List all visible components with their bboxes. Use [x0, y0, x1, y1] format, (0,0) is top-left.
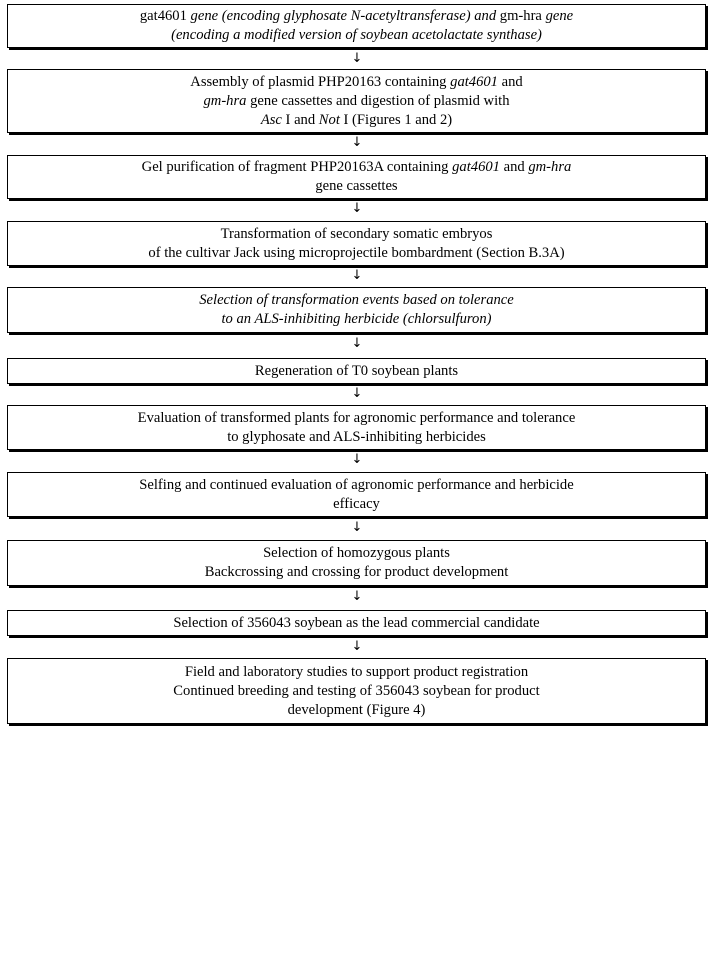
step-text: and: [497, 73, 523, 90]
step-box-transformation: [7, 221, 706, 266]
down-arrow-icon: ↓: [351, 51, 363, 66]
step-box-selfing: [7, 472, 706, 517]
step-line: Evaluation of transformed plants for agronomic performance and tolerance: [137, 409, 576, 426]
step-line: [190, 73, 522, 92]
step-line: [142, 158, 572, 177]
step-line: of the cultivar Jack using microprojectile bombardment (Section B.3A): [148, 244, 565, 261]
down-arrow-icon: ↓: [351, 336, 363, 351]
down-arrow-icon: ↓: [351, 386, 363, 401]
gene-name-gm-hra: gm-hra: [528, 159, 572, 175]
step-line: Backcrossing and crossing for product development: [204, 564, 509, 580]
step-box-selection-events: [7, 287, 706, 333]
step-line: Regeneration of T0 soybean plants: [254, 362, 459, 379]
gene-name-gat4601: gat4601: [450, 73, 498, 90]
step-text: Gel purification of fragment PHP20163A containing: [141, 159, 453, 175]
step-text: Assembly of plasmid PHP20163 containing: [190, 73, 451, 90]
step-line: [261, 111, 452, 130]
down-arrow-icon: ↓: [351, 452, 363, 467]
step-line: to an ALS-inhibiting herbicide (chlorsulfuron): [221, 311, 492, 327]
down-arrow-icon: ↓: [351, 268, 363, 283]
step-line: [140, 7, 573, 26]
step-line: gene cassettes: [315, 178, 398, 194]
step-line: Continued breeding and testing of 356043 soybean for product: [173, 682, 540, 699]
step-line: Field and laboratory studies to support product registration: [184, 663, 529, 680]
down-arrow-icon: ↓: [351, 520, 363, 535]
step-box-assembly: [7, 69, 706, 133]
gene-name-gm-hra: gm-hra: [203, 92, 247, 109]
step-text: and: [499, 159, 529, 175]
gene-name-gat4601: gat4601: [452, 159, 500, 175]
step-text: I and: [281, 111, 319, 128]
step-line: Selection of 356043 soybean as the lead commercial candidate: [173, 614, 540, 631]
step-line: Selection of homozygous plants: [263, 545, 450, 561]
gene-description: gene (encoding glyphosate N-acetyltransferase) and: [186, 8, 500, 24]
step-text: gene cassettes and digestion of plasmid with: [246, 92, 510, 109]
step-box-regeneration: [7, 358, 706, 384]
step-box-lead-candidate: [7, 610, 706, 636]
step-line: [203, 92, 509, 111]
gene-name-gm-hra: gm-hra: [499, 8, 542, 24]
step-line: Selection of transformation events based on tolerance: [199, 292, 514, 308]
down-arrow-icon: ↓: [351, 589, 363, 604]
step-box-evaluation: [7, 405, 706, 450]
step-line: to glyphosate and ALS-inhibiting herbicides: [227, 428, 486, 445]
step-box-field-studies: [7, 658, 706, 724]
step-box-genes: [7, 4, 706, 48]
gene-label: gene: [541, 8, 574, 24]
step-box-homozygous: [7, 540, 706, 586]
gene-name-gat4601: gat4601: [139, 8, 187, 24]
step-line: (encoding a modified version of soybean acetolactate synthase): [171, 27, 542, 43]
enzyme-not: Not: [318, 111, 340, 128]
step-text: I (Figures 1 and 2): [339, 111, 453, 128]
down-arrow-icon: ↓: [351, 201, 363, 216]
down-arrow-icon: ↓: [351, 135, 363, 150]
step-line: development (Figure 4): [287, 701, 426, 718]
step-line: Transformation of secondary somatic embryos: [220, 225, 493, 242]
step-line: efficacy: [333, 495, 380, 512]
step-box-gel-purification: [7, 155, 706, 199]
down-arrow-icon: ↓: [351, 639, 363, 654]
enzyme-asc: Asc: [260, 111, 282, 128]
step-line: Selfing and continued evaluation of agronomic performance and herbicide: [139, 476, 574, 493]
